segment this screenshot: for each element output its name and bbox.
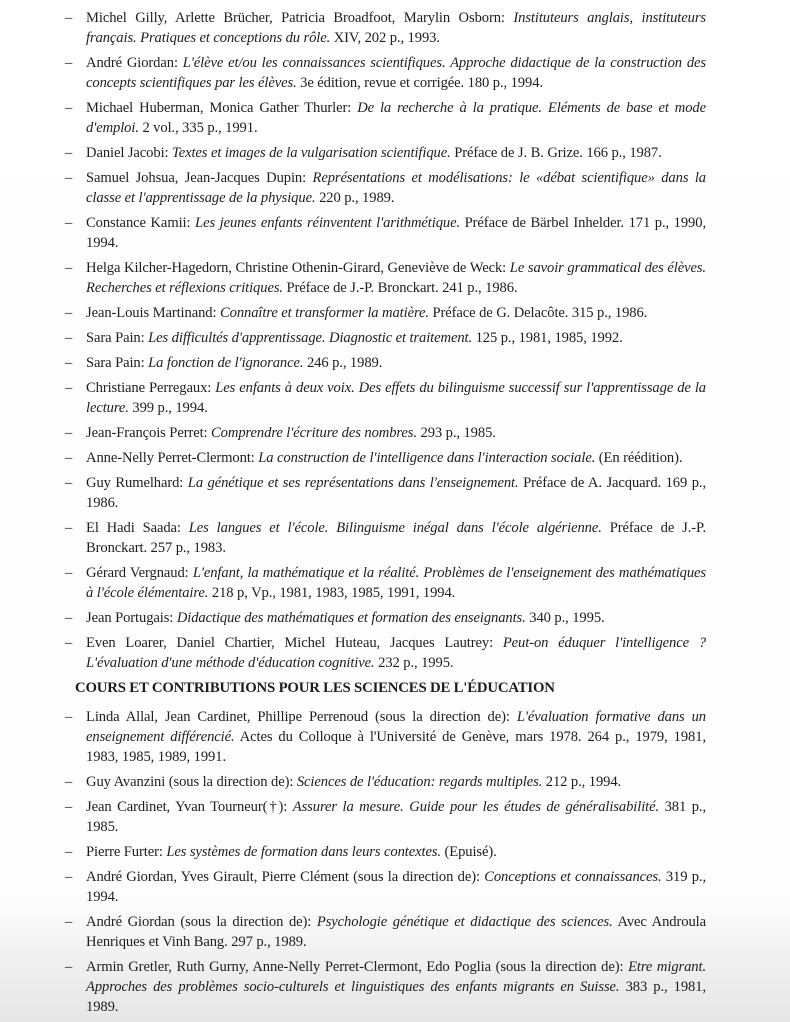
entry-title: Comprendre l'écriture des nombres. <box>211 425 417 441</box>
bibliography-entry <box>65 608 706 628</box>
entry-authors: Daniel Jacobi: <box>86 145 173 161</box>
section-heading: COURS ET CONTRIBUTIONS POUR LES SCIENCES DE L'ÉDUCATION <box>75 680 555 696</box>
entry-details: 319 p., 1994. <box>86 869 706 905</box>
dash-bullet: – <box>65 215 73 231</box>
dash-bullet: – <box>65 145 73 161</box>
dash-bullet: – <box>65 959 73 975</box>
entry-authors: Sara Pain: <box>86 330 149 346</box>
bibliography-entry <box>65 168 706 208</box>
entry-title: La construction de l'intelligence dans l'interaction sociale. <box>258 450 596 466</box>
entry-details: 246 p., 1989. <box>303 355 383 371</box>
dash-bullet: – <box>65 774 73 790</box>
entry-title: Instituteurs anglais, instituteurs français. Pratiques et conceptions du rôle. <box>86 10 706 46</box>
dash-bullet: – <box>65 635 73 651</box>
entry-details: Préface de J.-P. Bronckart. 241 p., 1986. <box>282 280 518 296</box>
entry-authors: Helga Kilcher-Hagedorn, Christine Othenin-Girard, Geneviève de Weck: <box>86 260 510 276</box>
entry-details: 125 p., 1981, 1985, 1992. <box>472 330 623 346</box>
entry-details: (En réédition). <box>595 450 683 466</box>
entry-title: L'élève et/ou les connaissances scientifiques. Approche didactique de la construction des concepts scientifiques par les élèves. <box>86 55 706 91</box>
entry-authors: Gérard Vergnaud: <box>86 565 193 581</box>
entry-title: Assurer la mesure. Guide pour les études de généralisabilité. <box>292 799 660 815</box>
entry-title: La génétique et ses représentations dans l'enseignement. <box>187 475 519 491</box>
bibliography-entry <box>65 98 706 138</box>
entry-title: Les difficultés d'apprentissage. Diagnostic et traitement. <box>148 330 473 346</box>
bibliography-entry <box>65 328 706 348</box>
entry-details: 399 p., 1994. <box>128 400 208 416</box>
entry-authors: El Hadi Saada: <box>86 520 189 536</box>
entry-authors: Constance Kamii: <box>86 215 196 231</box>
entry-title: Textes et images de la vulgarisation scientifique. <box>172 145 451 161</box>
entry-authors: Guy Avanzini (sous la direction de): <box>86 774 297 790</box>
dash-bullet: – <box>65 520 73 536</box>
bibliography-entry <box>65 353 706 373</box>
entry-title: Représentations et modélisations: le «débat scientifique» dans la classe et l'apprentissage de la physique. <box>86 170 706 206</box>
entry-title: L'enfant, la mathématique et la réalité. Problèmes de l'enseignement des mathématiques à l'école élémentaire. <box>86 565 706 601</box>
bibliography-entry <box>65 867 706 907</box>
bibliography-entry <box>65 842 706 862</box>
entry-details: Préface de A. Jacquard. 169 p., 1986. <box>86 475 706 511</box>
bibliography-entry <box>65 912 706 952</box>
entry-authors: Christiane Perregaux: <box>86 380 216 396</box>
bibliography-entry <box>65 772 706 792</box>
entry-title: Les langues et l'école. Bilinguisme inégal dans l'école algérienne. <box>188 520 602 536</box>
dash-bullet: – <box>65 305 73 321</box>
bibliography-entry <box>65 563 706 603</box>
entry-details: 3e édition, revue et corrigée. 180 p., 1994. <box>296 75 543 91</box>
entry-authors: Guy Rumelhard: <box>86 475 188 491</box>
entry-details: 218 p, Vp., 1981, 1983, 1985, 1991, 1994. <box>208 585 456 601</box>
dash-bullet: – <box>65 709 73 725</box>
entry-title: Didactique des mathématiques et formation des enseignants. <box>176 610 526 626</box>
entry-authors: André Giordan, Yves Girault, Pierre Clément (sous la direction de): <box>86 869 485 885</box>
bibliography-entry <box>65 378 706 418</box>
dash-bullet: – <box>65 475 73 491</box>
entry-title: L'évaluation formative dans un enseignement différencié. <box>86 709 706 745</box>
entry-authors: Sara Pain: <box>86 355 149 371</box>
dash-bullet: – <box>65 260 73 276</box>
entry-title: Le savoir grammatical des élèves. Recherches et réflexions critiques. <box>86 260 706 296</box>
entry-details: Préface de G. Delacôte. 315 p., 1986. <box>428 305 648 321</box>
entry-authors: André Giordan: <box>86 55 183 71</box>
entry-details: 340 p., 1995. <box>525 610 605 626</box>
dash-bullet: – <box>65 170 73 186</box>
entry-authors: Samuel Johsua, Jean-Jacques Dupin: <box>86 170 313 186</box>
dash-bullet: – <box>65 330 73 346</box>
bibliography-entry <box>65 707 706 767</box>
bibliography-entry <box>65 473 706 513</box>
dash-bullet: – <box>65 610 73 626</box>
dash-bullet: – <box>65 450 73 466</box>
entry-title: Peut-on éduquer l'intelligence ? L'évaluation d'une méthode d'éducation cognitive. <box>86 635 706 671</box>
entry-authors: André Giordan (sous la direction de): <box>86 914 317 930</box>
entry-details: 220 p., 1989. <box>315 190 395 206</box>
bibliography-entry <box>65 53 706 93</box>
entry-details: 383 p., 1981, 1989. <box>86 979 706 1015</box>
entry-title: Etre migrant. Approches des problèmes socio-culturels et linguistiques des enfants migrants en Suisse. <box>86 959 706 995</box>
entry-title: Sciences de l'éducation: regards multiples. <box>296 774 543 790</box>
bibliography-entry <box>65 448 706 468</box>
entry-title: De la recherche à la pratique. Eléments de base et mode d'emploi. <box>86 100 706 136</box>
entry-authors: Anne-Nelly Perret-Clermont: <box>86 450 259 466</box>
entry-authors: Jean-Louis Martinand: <box>86 305 220 321</box>
bibliography-entry <box>65 633 706 673</box>
entry-authors: Jean-François Perret: <box>86 425 212 441</box>
dash-bullet: – <box>65 799 73 815</box>
bibliography-entry <box>65 518 706 558</box>
entry-authors: Michel Gilly, Arlette Brücher, Patricia Broadfoot, Marylin Osborn: <box>86 10 514 26</box>
dash-bullet: – <box>65 869 73 885</box>
entry-details: Préface de J.-P. Bronckart. 257 p., 1983. <box>86 520 706 556</box>
dash-bullet: – <box>65 844 73 860</box>
dash-bullet: – <box>65 425 73 441</box>
bibliography-entry <box>65 213 706 253</box>
entry-details: (Epuisé). <box>440 844 497 860</box>
bibliography-list-section-2 <box>65 707 706 1022</box>
dash-bullet: – <box>65 55 73 71</box>
dash-bullet: – <box>65 10 73 26</box>
entry-details: Préface de J. B. Grize. 166 p., 1987. <box>450 145 662 161</box>
entry-authors: Jean Cardinet, Yvan Tourneur(†): <box>86 799 293 815</box>
entry-details: XIV, 202 p., 1993. <box>330 30 440 46</box>
entry-title: Les jeunes enfants réinventent l'arithmétique. <box>195 215 461 231</box>
entry-details: Préface de Bärbel Inhelder. 171 p., 1990, 1994. <box>86 215 707 251</box>
bibliography-entry <box>65 797 706 837</box>
entry-title: Connaître et transformer la matière. <box>219 305 429 321</box>
entry-title: Psychologie génétique et didactique des sciences. <box>316 914 613 930</box>
dash-bullet: – <box>65 100 73 116</box>
bibliography-entry <box>65 303 706 323</box>
entry-title: Les enfants à deux voix. Des effets du bilinguisme successif sur l'apprentissage de la lecture. <box>86 380 706 416</box>
bibliography-entry <box>65 258 706 298</box>
dash-bullet: – <box>65 914 73 930</box>
dash-bullet: – <box>65 565 73 581</box>
entry-details: 381 p., 1985. <box>86 799 706 835</box>
entry-details: 293 p., 1985. <box>416 425 496 441</box>
entry-details: 2 vol., 335 p., 1991. <box>138 120 258 136</box>
bibliography-list-section-1 <box>65 8 706 678</box>
bibliography-entry <box>65 957 706 1017</box>
entry-title: Conceptions et connaissances. <box>484 869 662 885</box>
dash-bullet: – <box>65 380 73 396</box>
entry-authors: Michael Huberman, Monica Gather Thurler: <box>86 100 358 116</box>
entry-details: 232 p., 1995. <box>374 655 454 671</box>
entry-details: Avec Androula Henriques et Vinh Bang. 297 p., 1989. <box>86 914 706 950</box>
bibliography-entry <box>65 8 706 48</box>
bibliography-entry <box>65 423 706 443</box>
entry-title: La fonction de l'ignorance. <box>148 355 304 371</box>
entry-authors: Pierre Furter: <box>86 844 167 860</box>
bibliography-entry <box>65 143 706 163</box>
entry-authors: Armin Gretler, Ruth Gurny, Anne-Nelly Perret-Clermont, Edo Poglia (sous la direction de): <box>86 959 629 975</box>
entry-authors: Even Loarer, Daniel Chartier, Michel Huteau, Jacques Lautrey: <box>86 635 503 651</box>
dash-bullet: – <box>65 355 73 371</box>
entry-authors: Jean Portugais: <box>86 610 177 626</box>
entry-details: Actes du Colloque à l'Université de Genève, mars 1978. 264 p., 1979, 1981, 1983, 1985, 1989, 1991. <box>86 729 706 765</box>
entry-authors: Linda Allal, Jean Cardinet, Phillipe Perrenoud (sous la direction de): <box>86 709 517 725</box>
entry-details: 212 p., 1994. <box>542 774 622 790</box>
entry-title: Les systèmes de formation dans leurs contextes. <box>166 844 441 860</box>
